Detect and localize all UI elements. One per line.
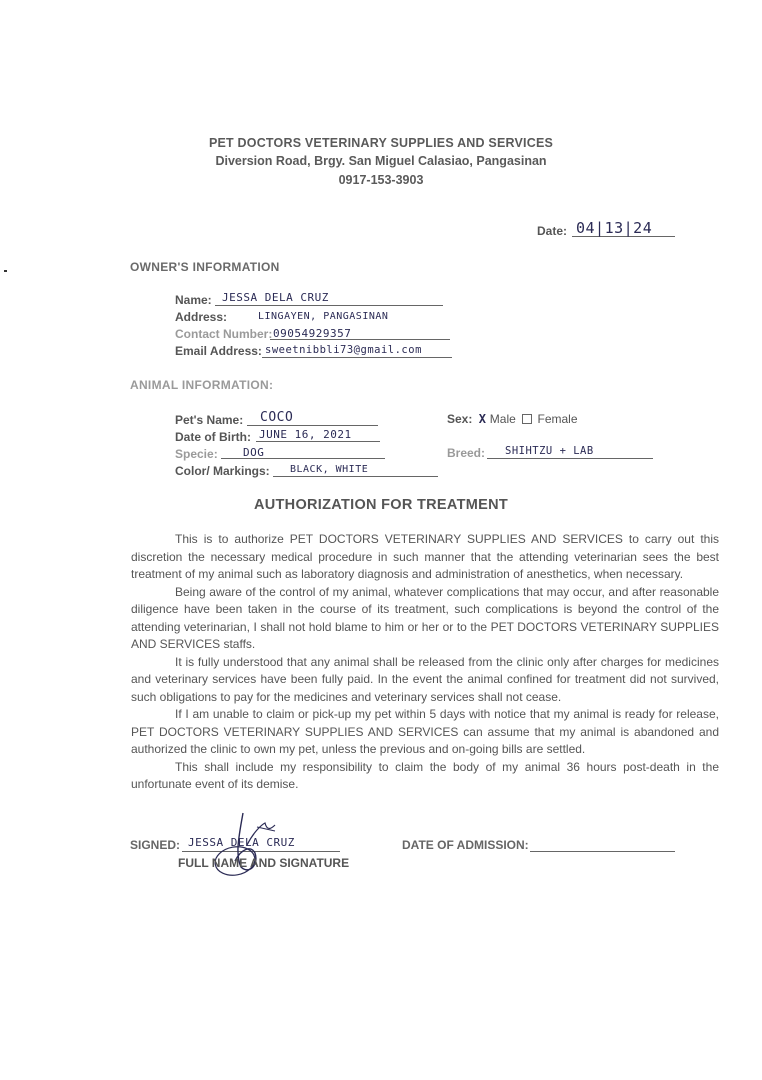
dob-line: [256, 441, 380, 442]
contact-value: 09054929357: [273, 327, 352, 340]
owner-name-label: Name:: [175, 293, 212, 307]
authorization-paragraph-3: It is fully understood that any animal shall be released from the clinic only after charges for medicines and veterinary services have been fully paid. In the event the animal confined for treatment did not survived, such obligations to pay for the medicines and veterinary services shall not cease.: [131, 654, 719, 704]
sex-male: Male: [489, 412, 516, 426]
admission-label: DATE OF ADMISSION:: [402, 838, 529, 852]
breed-label: Breed:: [447, 446, 486, 460]
owner-name-value: JESSA DELA CRUZ: [222, 291, 329, 304]
authorization-paragraph-1: This is to authorize PET DOCTORS VETERINARY SUPPLIES AND SERVICES to carry out this discretion the necessary medical procedure in such manner that the attending veterinarian sees the best treatment of my animal such as laboratory diagnosis and administration of anesthetics, when necessary.: [131, 532, 719, 581]
color-value: BLACK, WHITE: [290, 464, 369, 475]
email-value: sweetnibbli73@gmail.com: [265, 344, 422, 356]
pet-name-line: [247, 425, 378, 426]
dob-value: JUNE 16, 2021: [259, 428, 352, 441]
color-label: Color/ Markings:: [175, 464, 270, 478]
species-value: DOG: [243, 446, 265, 459]
owner-address-value: LINGAYEN, PANGASINAN: [258, 311, 389, 322]
sex-female: Female: [537, 412, 578, 426]
sex-label: Sex:: [447, 412, 473, 426]
breed-value: SHIHTZU + LAB: [505, 445, 594, 457]
pet-name-value: COCO: [260, 410, 294, 425]
signature-caption: FULL NAME AND SIGNATURE: [178, 856, 350, 870]
owner-section-title: OWNER'S INFORMATION: [130, 260, 280, 274]
date-label: Date:: [537, 224, 568, 238]
color-line: [273, 476, 438, 477]
clinic-address: Diversion Road, Brgy. San Miguel Calasiao, Pangasinan: [215, 154, 547, 168]
date-value: 04|13|24: [576, 219, 653, 237]
authorization-paragraph-4: If I am unable to claim or pick-up my pet within 5 days with notice that my animal is ready for release, PET DOCTORS VETERINARY SUPPLIES AND SERVICES can assume that my animal is abandoned and authorized the clinic to own my pet, unless the previous and on-going bills are settled.: [131, 707, 719, 756]
dob-label: Date of Birth:: [175, 430, 251, 444]
email-line: [262, 357, 452, 358]
contact-label: Contact Number:: [175, 327, 273, 341]
signed-value: JESSA DELA CRUZ: [188, 836, 295, 849]
breed-line: [487, 458, 653, 459]
owner-name-line: [215, 305, 443, 306]
species-label: Specie:: [175, 447, 218, 461]
authorization-paragraph-2: Being aware of the control of my animal, whatever complications that may occur, and after reasonable diligence have been taken in the course of its treatment, such complications is beyond the control of the attending veterinarian, I shall not hold blame to him or her or to the PET DOCTORS VETERINARY SUPPLIES AND SERVICES staffs.: [131, 584, 719, 651]
sex-mark: X: [478, 412, 487, 426]
clinic-phone: 0917-153-3903: [338, 173, 424, 187]
signed-label: SIGNED:: [130, 838, 181, 852]
admission-line: [530, 851, 675, 852]
authorization-paragraph-5: This shall include my responsibility to claim the body of my animal 36 hours post-death in the unfortunate event of its demise.: [131, 759, 719, 791]
authorization-body: [131, 531, 719, 794]
female-checkbox: [522, 414, 532, 424]
email-label: Email Address:: [175, 344, 262, 358]
pet-name-label: Pet's Name:: [175, 413, 244, 427]
owner-address-label: Address:: [175, 310, 228, 324]
authorization-title: AUTHORIZATION FOR TREATMENT: [253, 497, 509, 513]
clinic-name: PET DOCTORS VETERINARY SUPPLIES AND SERVICES: [208, 136, 554, 150]
animal-section-title: ANIMAL INFORMATION:: [130, 378, 274, 392]
scan-mark: [4, 270, 7, 272]
sex-field: [447, 412, 578, 426]
